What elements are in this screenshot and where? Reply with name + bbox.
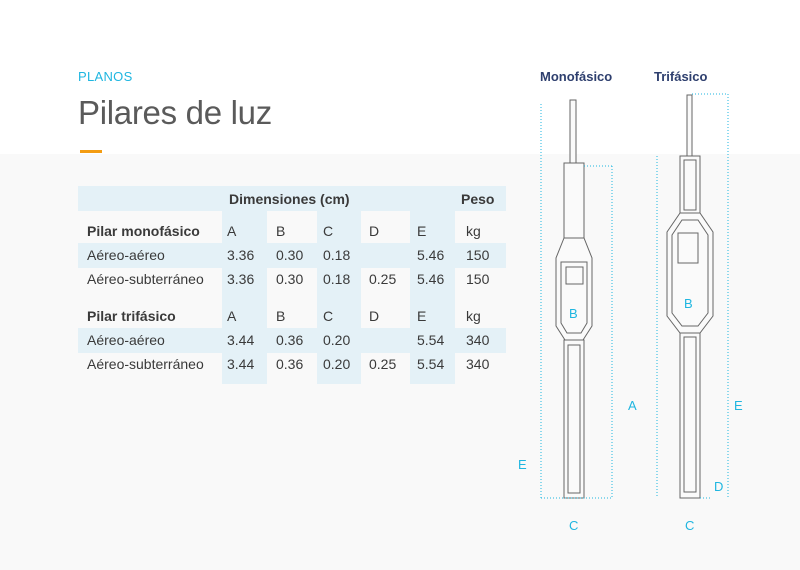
mono-label-e: E: [518, 457, 527, 472]
cell-kg: 340: [466, 332, 490, 348]
cell-b: 0.36: [276, 332, 304, 348]
column-header-kg: kg: [466, 223, 481, 239]
cell-d: 0.25: [369, 356, 397, 372]
column-header-d: D: [369, 308, 380, 324]
tri-pole: [687, 95, 692, 156]
cell-a: 3.44: [227, 356, 255, 372]
cell-b: 0.30: [276, 271, 304, 287]
cell-a: 3.36: [227, 247, 255, 263]
tri-label-c: C: [685, 518, 695, 533]
row-name: Aéreo-aéreo: [87, 332, 165, 348]
cell-e: 5.54: [417, 332, 445, 348]
cell-a: 3.44: [227, 332, 255, 348]
group-title: Pilar trifásico: [87, 308, 176, 324]
cell-e: 5.46: [417, 247, 445, 263]
monofasico-pillar: [556, 100, 592, 498]
column-header-c: C: [323, 223, 334, 239]
column-header-b: B: [276, 223, 286, 239]
cell-e: 5.54: [417, 356, 445, 372]
mono-label-c: C: [569, 518, 579, 533]
column-header-e: E: [417, 308, 427, 324]
column-header-kg: kg: [466, 308, 481, 324]
mono-lower-body: [564, 340, 584, 498]
mono-meter-window: [566, 267, 583, 284]
tri-label-d: D: [714, 479, 724, 494]
cell-c: 0.20: [323, 356, 351, 372]
mono-pole: [570, 100, 576, 163]
dimensions-header: Dimensiones (cm): [229, 191, 350, 207]
cell-d: 0.25: [369, 271, 397, 287]
row-name: Aéreo-subterráneo: [87, 356, 204, 372]
cell-c: 0.18: [323, 271, 351, 287]
mono-label-a: A: [628, 398, 637, 413]
cell-kg: 340: [466, 356, 490, 372]
column-header-a: A: [227, 308, 237, 324]
cell-b: 0.36: [276, 356, 304, 372]
weight-header: Peso: [461, 191, 495, 207]
tri-label-b: B: [684, 296, 693, 311]
column-header-d: D: [369, 223, 380, 239]
cell-kg: 150: [466, 247, 490, 263]
column-header-a: A: [227, 223, 237, 239]
row-name: Aéreo-aéreo: [87, 247, 165, 263]
column-header-c: C: [323, 308, 334, 324]
cell-e: 5.46: [417, 271, 445, 287]
mono-upper-body: [564, 163, 584, 238]
tri-upper-body: [680, 156, 700, 213]
tri-lower-body: [680, 333, 700, 498]
cell-c: 0.18: [323, 247, 351, 263]
row-name: Aéreo-subterráneo: [87, 271, 204, 287]
group-title: Pilar monofásico: [87, 223, 200, 239]
section-label: PLANOS: [78, 69, 133, 84]
cell-c: 0.20: [323, 332, 351, 348]
monofasico-title: Monofásico: [540, 69, 613, 84]
page-title: Pilares de luz: [78, 94, 272, 131]
mono-label-b: B: [569, 306, 578, 321]
column-header-b: B: [276, 308, 286, 324]
trifasico-title: Trifásico: [654, 69, 708, 84]
cell-kg: 150: [466, 271, 490, 287]
tri-label-e: E: [734, 398, 743, 413]
cell-a: 3.36: [227, 271, 255, 287]
cell-b: 0.30: [276, 247, 304, 263]
column-header-e: E: [417, 223, 427, 239]
tri-meter-window: [678, 233, 698, 263]
